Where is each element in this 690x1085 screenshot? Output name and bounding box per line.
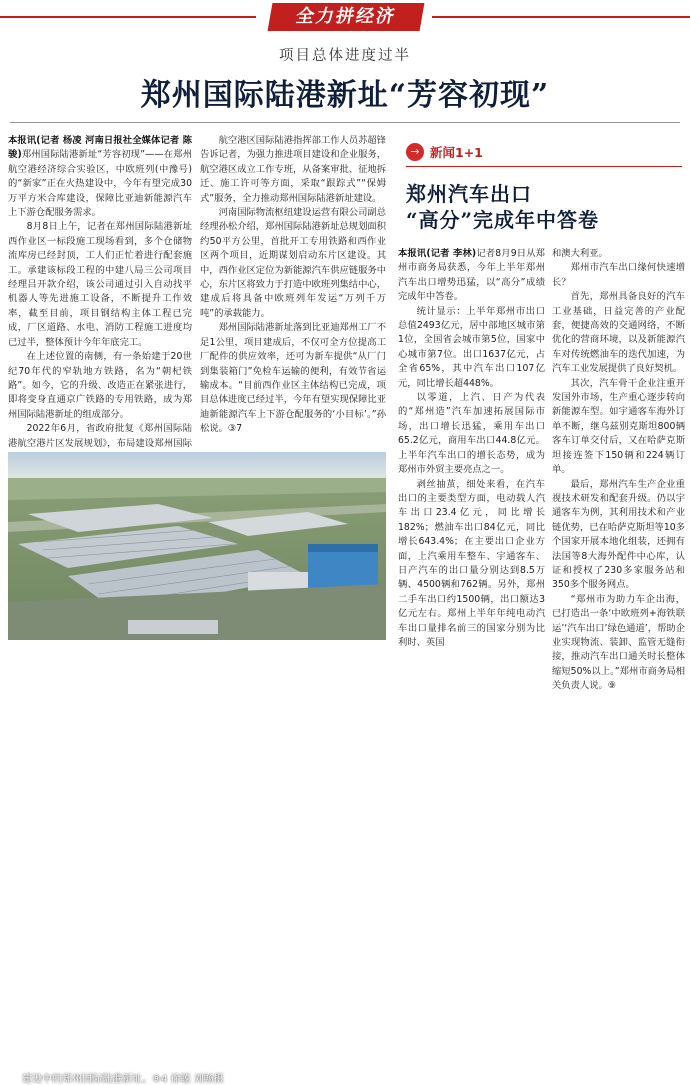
article1-byline: 本报讯(记者 杨凌 河南日报社全媒体记者 陈骏) xyxy=(8,135,192,161)
section-rule-left xyxy=(0,16,256,18)
article1-paragraph: 本报讯(记者 杨凌 河南日报社全媒体记者 陈骏)郑州国际陆港新址“芳容初现”——在郑州航空港经济综合实验区，中欧班列(中豫号)的“新家”正在火热建设中，今年有望完成30万平方米合库建设，保障比亚迪新能源汽车上下游仓配服务需求。 xyxy=(8,135,192,219)
article2-paragraph: “郑州市为助力车企出海，已打造出一条‘中欧班列+海铁联运’‘汽车出口’绿色通道’，帮助企业实现物流、装卸、监管无缝衔接，推动汽车出口通关时长整体缩短50%以上。”郑州市商务局相关负责人说。⑨ xyxy=(552,593,685,692)
article1-paragraph: 河南国际物流枢纽建设运营有限公司副总经理孙松介绍，郑州国际陆港新址总规划面积约50平方公里，首批开工专用铁路和西作业区两个项目，近期谋划启动东片区建设。其中，西作业区定位为新能源汽车供应链服务中心，东片区将致力于打造中欧班列集结中心，建成后将具备中欧班列年发运“万列千万吨”的承载能力。 xyxy=(200,207,386,319)
article1-column-2 xyxy=(200,134,386,450)
article1-column-1 xyxy=(8,134,192,450)
end-mark: ③7 xyxy=(227,423,243,435)
end-mark: ⑨ xyxy=(607,680,617,692)
article2-byline: 本报讯(记者 李林) xyxy=(398,248,477,259)
article2-paragraph: 和澳大利亚。 xyxy=(552,248,608,259)
article2-paragraph: 剥丝抽茧，细处来看，在汽车出口的主要类型方面，电动载人汽车出口23.4亿元，同比增长182%；燃油车出口84亿元，同比增长643.4%；在主要出口企业方面，上汽乘用车整车、宇通客车、日产汽车的出口量分别达到8.5万辆、4500辆和762辆。另外，郑州二手车出口约1500辆，出口额达3亿元左右。郑州上半年年纯电动汽车出口量排名前三的国家分别为比利时、英国 xyxy=(398,478,545,648)
section-rule-right xyxy=(432,16,690,18)
article2-paragraph: 郑州市汽车出口缘何快速增长？ xyxy=(552,262,685,288)
article1-paragraph: 2022年6月，省政府批复《郑州国际陆港航空港片区发展规划》，布局建设郑州国际 xyxy=(8,423,192,449)
article2-paragraph: 以零道，上汽、日产为代表的“郑州造”汽车加速拓展国际市场，出口增长迅猛，乘用车出口65.2亿元，商用车出口44.8亿元。上半年汽车出口的增长态势，成为郑州市外贸主要亮点之一。 xyxy=(398,392,545,476)
headline-divider xyxy=(10,122,680,123)
article2-paragraph: 统计显示：上半年郑州市出口总值2493亿元，居中部地区城市第1位，全国省会城市第5位，国家中心城市第7位。出口1637亿元，占全省65%，其中汽车出口107亿元，同比增长超448%。 xyxy=(398,305,545,389)
section-tag: 全力拼经济 xyxy=(268,3,425,31)
article2-paragraph: 最后，郑州汽车生产企业重视技术研发和配套升级。仍以宇通客车为例，其利用技术和产业链优势，已在哈萨克斯坦等10多个国家开展本地化组装，还拥有法国等8大海外配件中心库，认证和授权了230多家服务站和350多个服务网点。 xyxy=(552,478,685,591)
article2-paragraph: 首先，郑州具备良好的汽车工业基础，日益完善的产业配套，便捷高效的交通网络，不断优化的营商环境，以及新能源汽车对传统燃油车的迭代加速，为汽车工业发展提供了良好契机。 xyxy=(552,291,685,375)
article-subtitle: 项目总体进度过半 xyxy=(279,48,411,64)
article2-paragraph: 其次，汽车骨干企业注重开发国外市场，生产重心逐步转向新能源车型。如宇通客车海外订单不断，继乌兹别克斯坦800辆客车订单交付后，又在哈萨克斯坦接连签下150辆和224辆订单。 xyxy=(552,377,685,476)
construction-site-photo xyxy=(8,452,386,1085)
article-headline: 郑州国际陆港新址“芳容初现” xyxy=(140,78,550,113)
news-badge-label: 新闻1+1 xyxy=(430,145,483,160)
article2-column-1 xyxy=(398,247,545,648)
arrow-right-icon: → xyxy=(406,143,424,161)
article2-column-2 xyxy=(552,247,685,692)
photo-caption: 建设中的郑州国际陆港新址。⑨4 徐聪 刘畅摄 xyxy=(22,1074,224,1085)
article2-title-line1: 郑州汽车出口 xyxy=(406,182,532,206)
article1-paragraph: 航空港区国际陆港指挥部工作人员苏超锋告诉记者，为强力推进项目建设和企业服务，航空港区成立工作专班，从备案审批、征地拆迁、施工许可等方面，采取“跟踪式”“保姆式”服务，全力推动郑州国际陆港新址建设。 xyxy=(200,135,386,204)
section-header xyxy=(0,0,690,34)
news-badge xyxy=(406,143,483,161)
article2-title-line2: “高分”完成年中答卷 xyxy=(406,208,600,232)
article1-paragraph: 8月8日上午，记者在郑州国际陆港新址西作业区一标段施工现场看到，多个仓储物流库房已经封顶，工人们正忙着进行配套施工。承建该标段工程的中建八局三公司项目经理吕开款介绍，该公司通过引入自动找平机器人等先进施工设备，不断提升工作效率，截至目前，项目钢结构主体工程已完成，厂区道路、水电、消防工程施工进度均已过半，整体预计今年年底完工。 xyxy=(8,221,192,348)
news-badge-rule xyxy=(406,166,682,167)
article2-paragraph: 本报讯(记者 李林)记者8月9日从郑州市商务局获悉，今年上半年郑州汽车出口增势迅猛，以“高分”成绩完成年中答卷。 xyxy=(398,248,545,303)
article1-paragraph: 在上述位置的南侧，有一条始建于20世纪70年代的窄轨地方铁路，名为“朝杞铁路”。如今，它的升级、改造正在紧张进行，即将变身直通京广铁路的专用铁路，成为郑州国际陆港新址的组成部分。 xyxy=(8,351,192,420)
article1-paragraph: 郑州国际陆港新址落到比亚迪郑州工厂不足1公里，项目建成后，不仅可全方位提高工厂配件的供应效率，还可为新车提供“从厂门到集装箱门”免检车运输的便利，有效节省运输成本。“目前西作业区主体结构已完成，项目总体进度已经过半，今年有望实现保障比亚迪新能源汽车上下游仓配服务的‘小目标’。”孙松说。③7 xyxy=(200,322,386,435)
